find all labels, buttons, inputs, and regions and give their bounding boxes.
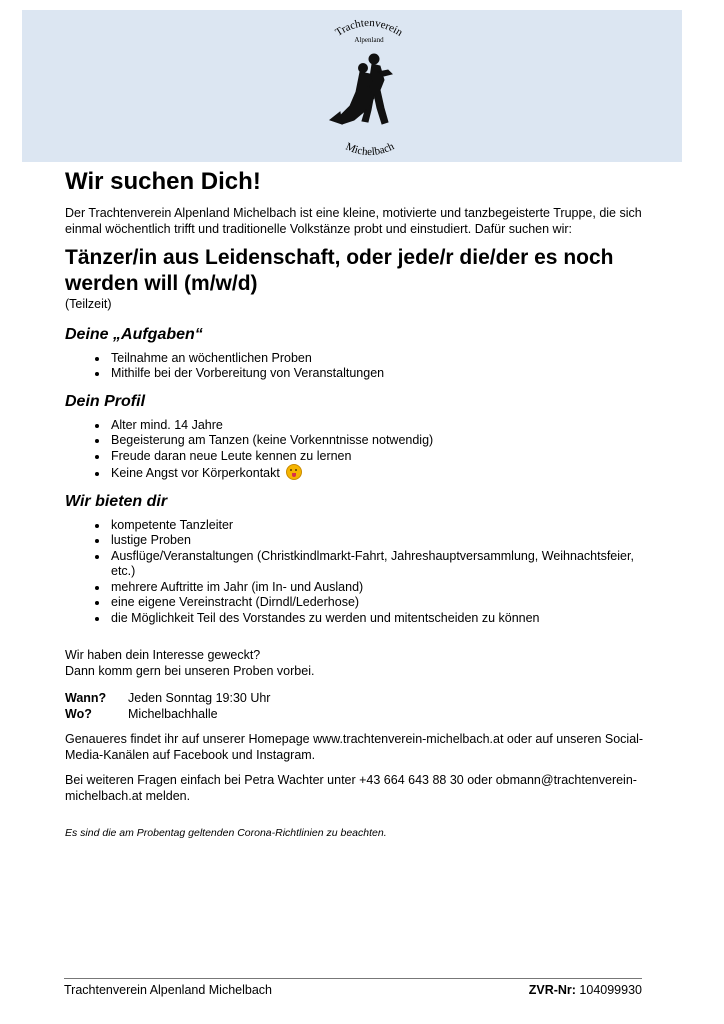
footer-zvr xyxy=(529,983,642,997)
zvr-label: ZVR-Nr: xyxy=(528,983,576,997)
tasks-list xyxy=(65,351,655,382)
list-item: • lustige Proben xyxy=(109,533,655,549)
job-title: Tänzer/in aus Leidenschaft, oder jede/r die/der es noch werden will (m/w/d) xyxy=(65,246,614,295)
interest-line-1: Wir haben dein Interesse geweckt? xyxy=(65,648,261,662)
list-item: • kompetente Tanzleiter xyxy=(109,518,655,534)
list-item: • die Möglichkeit Teil des Vorstandes zu werden und mitentscheiden zu können xyxy=(109,611,655,627)
list-item: • Begeisterung am Tanzen (keine Vorkenntnisse notwendig) xyxy=(109,433,655,449)
header-banner xyxy=(22,10,682,162)
when-value: Jeden Sonntag 19:30 Uhr xyxy=(128,691,271,705)
section-heading-offers: Wir bieten dir xyxy=(65,492,168,510)
where-row xyxy=(65,707,655,723)
when-label: Wann? xyxy=(65,691,107,705)
interest-line-2: Dann komm gern bei unseren Proben vorbei. xyxy=(65,663,315,678)
list-item: • mehrere Auftritte im Jahr (im In- und Ausland) xyxy=(109,580,655,596)
svg-text:Michelbach xyxy=(344,140,397,158)
job-type: (Teilzeit) xyxy=(65,297,112,311)
offers-list xyxy=(65,518,655,627)
profile-list xyxy=(65,418,655,482)
list-item: • Alter mind. 14 Jahre xyxy=(109,418,655,434)
where-label: Wo? xyxy=(65,706,92,721)
list-item: • Mithilfe bei der Vorbereitung von Veranstaltungen xyxy=(109,366,655,382)
tongue-out-emoji-icon xyxy=(286,464,302,480)
list-item: • Teilnahme an wöchentlichen Proben xyxy=(109,351,655,367)
corona-note: Es sind die am Probentag geltenden Corona-Richtlinien zu beachten. xyxy=(65,827,387,839)
section-heading-profile: Dein Profil xyxy=(65,392,146,410)
logo-bottom-text: Michelbach xyxy=(343,140,397,159)
list-item: • Ausflüge/Veranstaltungen (Christkindlmarkt-Fahrt, Jahreshauptversammlung, Weihnachtsfeier, etc.) xyxy=(109,549,655,580)
footer xyxy=(64,978,642,997)
logo-sub-text: Alpenland xyxy=(354,36,384,44)
main-content xyxy=(65,168,655,842)
zvr-value: 104099930 xyxy=(579,983,642,997)
list-item: • Freude daran neue Leute kennen zu lernen xyxy=(109,449,655,465)
club-logo xyxy=(314,12,424,162)
where-value: Michelbachhalle xyxy=(128,706,218,721)
section-heading-tasks: Deine „Aufgaben“ xyxy=(65,325,203,343)
page-title: Wir suchen Dich! xyxy=(65,168,261,195)
list-item-text: Keine Angst vor Körperkontakt xyxy=(111,466,280,480)
footer-org-name: Trachtenverein Alpenland Michelbach xyxy=(64,983,272,997)
contact-text: Bei weiteren Fragen einfach bei Petra Wachter unter +43 664 643 88 30 oder obmann@trachtenverein-michelbach.at melden. xyxy=(65,773,637,803)
list-item: • eine eigene Vereinstracht (Dirndl/Lederhose) xyxy=(109,595,655,611)
more-info-text: Genaueres findet ihr auf unserer Homepage www.trachtenverein-michelbach.at oder auf unseren Social-Media-Kanälen auf Facebook und Instagram. xyxy=(65,732,644,762)
when-row xyxy=(65,691,655,707)
list-item xyxy=(109,464,655,482)
logo-top-text: Trachtenverein xyxy=(333,16,405,39)
intro-text: Der Trachtenverein Alpenland Michelbach ist eine kleine, motivierte und tanzbegeisterte Truppe, die sich einmal wöchentlich trifft und traditionelle Volkstänze probt und einstudiert. Dafür suchen wir: xyxy=(65,206,642,236)
